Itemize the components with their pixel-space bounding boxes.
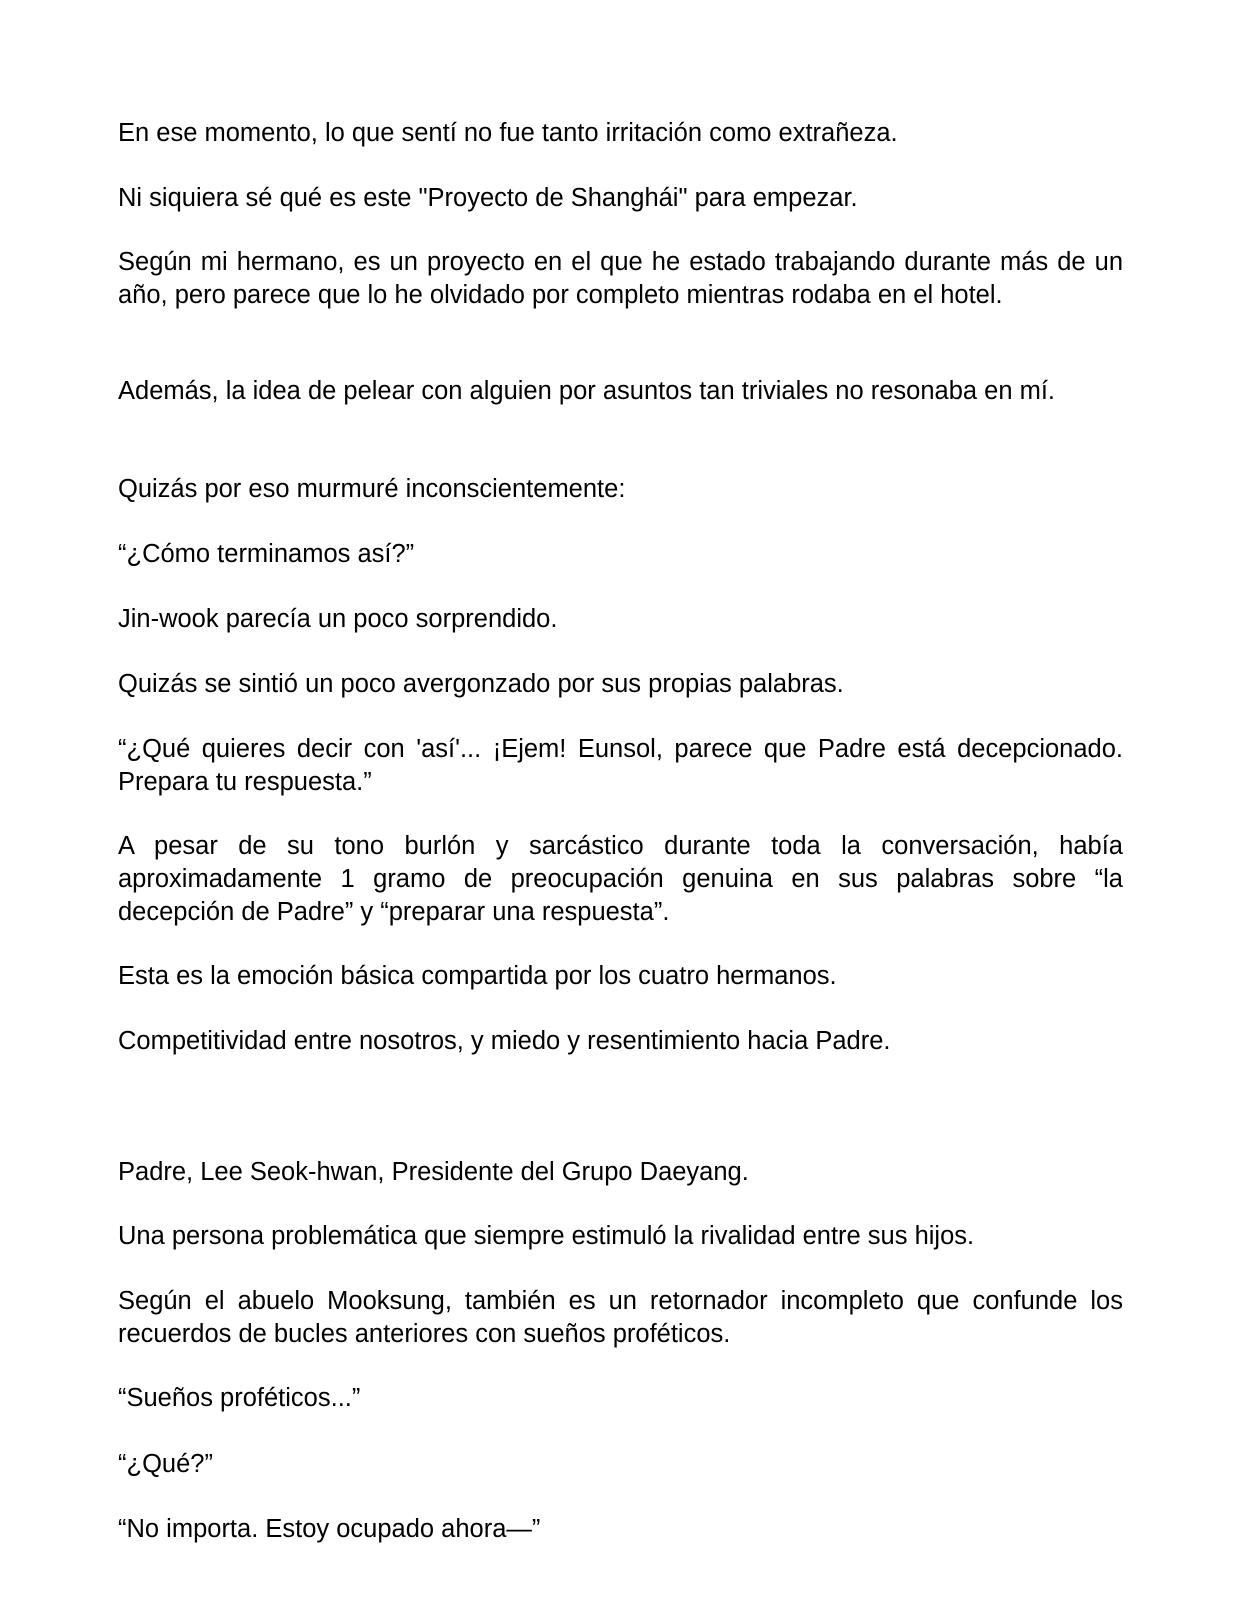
paragraph-15: Según el abuelo Mooksung, también es un retornador incompleto que confunde los recuerdos de bucles anteriores con sueños proféticos. <box>118 1287 1123 1348</box>
paragraph-11: Esta es la emoción básica compartida por los cuatro hermanos. <box>118 962 837 990</box>
paragraph-1: En ese momento, lo que sentí no fue tanto irritación como extrañeza. <box>118 119 898 147</box>
paragraph-8: Quizás se sintió un poco avergonzado por sus propias palabras. <box>118 670 844 698</box>
paragraph-6: “¿Cómo terminamos así?” <box>118 540 415 568</box>
paragraph-2: Ni siquiera sé qué es este "Proyecto de Shanghái" para empezar. <box>118 184 858 212</box>
paragraph-3: Según mi hermano, es un proyecto en el que he estado trabajando durante más de un año, pero parece que lo he olvidado por completo mientras rodaba en el hotel. <box>118 248 1123 309</box>
paragraph-10: A pesar de su tono burlón y sarcástico durante toda la conversación, había aproximadamente 1 gramo de preocupación genuina en sus palabras sobre “la decepción de Padre” y “preparar una respuesta”. <box>118 832 1123 926</box>
paragraph-18: “No importa. Estoy ocupado ahora—” <box>118 1515 541 1543</box>
paragraph-12: Competitividad entre nosotros, y miedo y resentimiento hacia Padre. <box>118 1027 891 1055</box>
paragraph-14: Una persona problemática que siempre estimuló la rivalidad entre sus hijos. <box>118 1222 975 1250</box>
paragraph-9: “¿Qué quieres decir con 'así'... ¡Ejem! Eunsol, parece que Padre está decepcionado. Prepara tu respuesta.” <box>118 735 1123 796</box>
paragraph-13: Padre, Lee Seok-hwan, Presidente del Grupo Daeyang. <box>118 1158 749 1186</box>
paragraph-7: Jin-wook parecía un poco sorprendido. <box>118 605 558 633</box>
paragraph-17: “¿Qué?” <box>118 1450 213 1478</box>
paragraph-5: Quizás por eso murmuré inconscientemente: <box>118 475 626 503</box>
paragraph-16: “Sueños proféticos...” <box>118 1384 361 1412</box>
paragraph-4: Además, la idea de pelear con alguien por asuntos tan triviales no resonaba en mí. <box>118 377 1056 405</box>
